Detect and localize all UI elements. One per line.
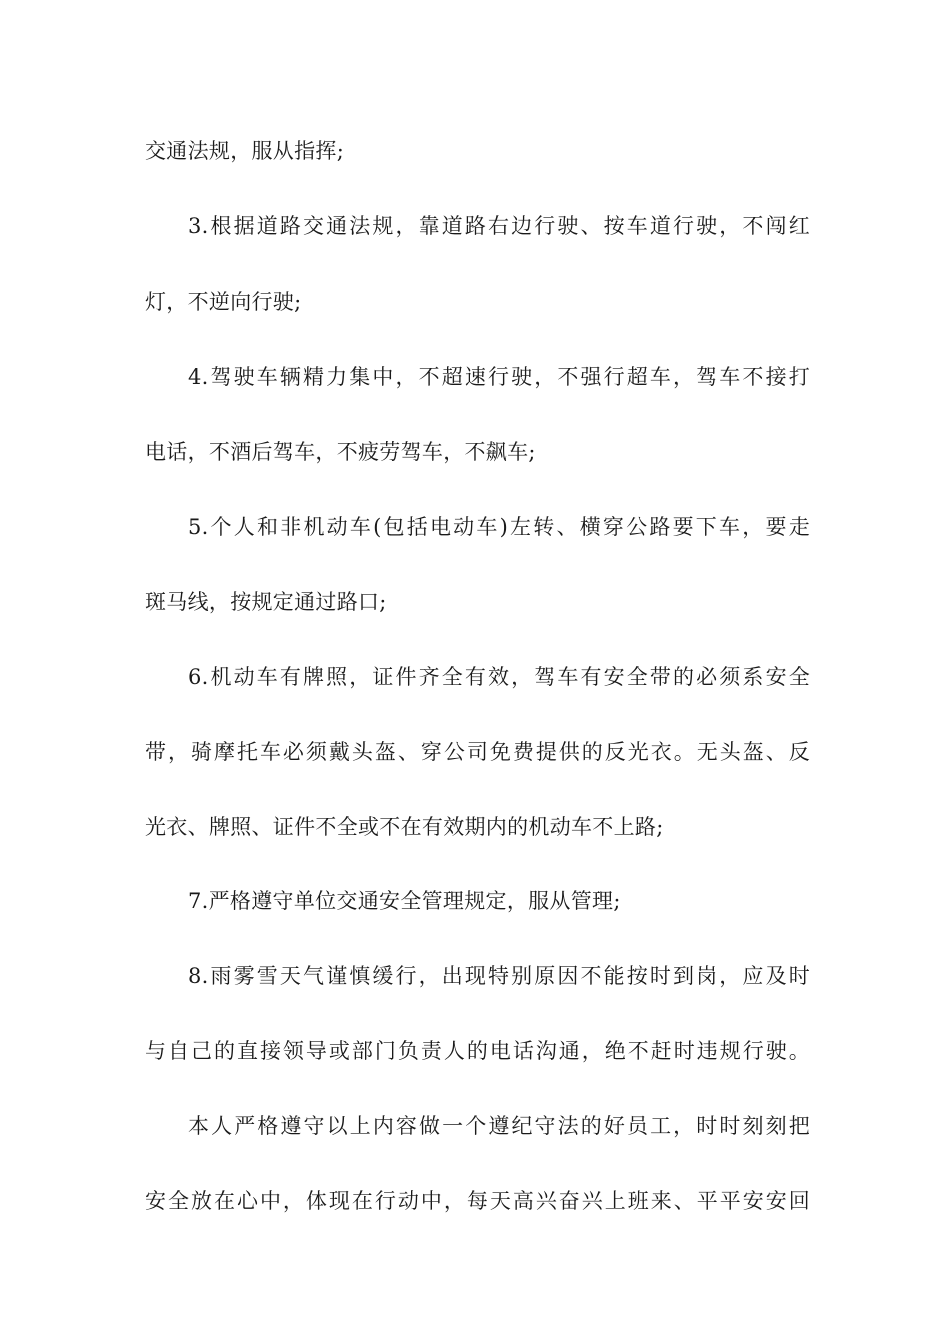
text-line: 6.机动车有牌照，证件齐全有效，驾车有安全带的必须系安全 <box>188 665 810 689</box>
text-line: 安全放在心中，体现在行动中，每天高兴奋兴上班来、平平安安回 <box>145 1189 810 1213</box>
text-line: 本人严格遵守以上内容做一个遵纪守法的好员工，时时刻刻把 <box>188 1114 810 1138</box>
text-line: 8.雨雾雪天气谨慎缓行，出现特别原因不能按时到岗，应及时 <box>188 964 810 988</box>
text-line: 交通法规，服从指挥; <box>145 139 345 163</box>
text-line: 3.根据道路交通法规，靠道路右边行驶、按车道行驶，不闯红 <box>188 214 810 238</box>
text-line: 灯，不逆向行驶; <box>145 290 302 314</box>
text-line: 电话，不酒后驾车，不疲劳驾车，不飙车; <box>145 440 536 464</box>
text-line: 光衣、牌照、证件不全或不在有效期内的机动车不上路; <box>145 815 664 839</box>
text-line: 与自己的直接领导或部门负责人的电话沟通，绝不赶时违规行驶。 <box>145 1039 810 1063</box>
text-line: 斑马线，按规定通过路口; <box>145 590 387 614</box>
text-line: 带，骑摩托车必须戴头盔、穿公司免费提供的反光衣。无头盔、反 <box>145 740 810 764</box>
text-line: 4.驾驶车辆精力集中，不超速行驶，不强行超车，驾车不接打 <box>188 365 810 389</box>
text-line: 7.严格遵守单位交通安全管理规定，服从管理; <box>188 889 621 913</box>
text-line: 5.个人和非机动车(包括电动车)左转、横穿公路要下车，要走 <box>188 515 810 539</box>
